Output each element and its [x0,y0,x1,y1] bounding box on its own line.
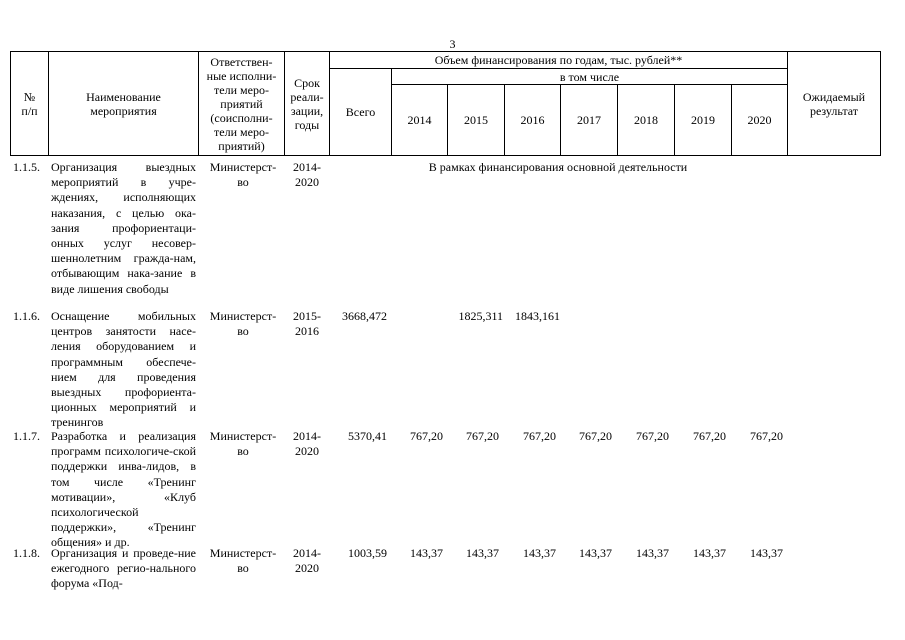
row-value-2020: 767,20 [750,429,783,443]
row-name: Организация выездных мероприятий в учре-ждениях, исполняющих наказания, с целью ока-зания профориентаци-онных услуг несовер-шеннолетним гражда-нам, отбывающим нака-зание в виде лишения свободы [51,160,196,296]
row-value-2019: 767,20 [693,429,726,443]
row-responsible: Министерст- во [209,429,277,459]
row-number: 1.1.5. [13,160,40,174]
header-year-2015: 2015 [464,113,488,127]
row-term: 2014- 2020 [293,546,321,576]
header-num: № п/п [21,89,38,118]
row-value-2015: 143,37 [466,546,499,560]
row-responsible: Министерст- во [209,160,277,190]
row-term: 2014- 2020 [293,160,321,190]
row-total: 3668,472 [342,309,387,323]
header-year-2016: 2016 [520,113,545,127]
row-responsible: Министерст- во [209,546,277,576]
header-responsible: Ответствен- ные исполни- тели меро- приятий (соисполни- тели меро- приятий) [206,54,277,153]
header-year-2018: 2018 [634,113,658,127]
row-total: 1003,59 [348,546,387,560]
row-number: 1.1.7. [13,429,40,443]
header-year-2017: 2017 [577,113,601,127]
header-including: в том числе [559,69,620,84]
header-year-2019: 2019 [691,113,715,127]
row-value-2015: 1825,311 [458,309,503,323]
row-number: 1.1.6. [13,309,40,323]
header-year-2014: 2014 [407,113,432,127]
row-value-2018: 767,20 [636,429,669,443]
header-term: Срок реали- зации, годы [290,75,324,132]
row-value-2019: 143,37 [693,546,726,560]
row-responsible: Министерст- во [209,309,277,339]
row-value-2018: 143,37 [636,546,669,560]
header-right-border [880,51,881,156]
header-bottom-border [10,155,881,156]
row-funding-note: В рамках финансирования основной деятельности [428,160,688,174]
row-number: 1.1.8. [13,546,40,560]
page-number: 3 [449,37,456,51]
row-value-2020: 143,37 [750,546,783,560]
header-funding: Объем финансирования по годам, тыс. рублей** [434,53,683,67]
row-term: 2015- 2016 [293,309,321,339]
row-total: 5370,41 [348,429,387,443]
header-name: Наименование мероприятия [86,89,161,118]
row-value-2016: 1843,161 [515,309,560,323]
row-value-2015: 767,20 [466,429,499,443]
row-value-2014: 143,37 [410,546,443,560]
row-value-2017: 143,37 [579,546,612,560]
row-value-2014: 767,20 [410,429,443,443]
row-name: Организация и проведе-ние ежегодного регио-нального форума «Под- [51,546,196,591]
header-expected-result: Ожидаемый результат [802,89,866,118]
row-term: 2014- 2020 [293,429,321,459]
header-year-2020: 2020 [747,113,772,127]
row-name: Разработка и реализация программ психологиче-ской поддержки инва-лидов, в том числе «Тренинг мотивации», «Клуб психологической поддержки», «Тренинг общения» и др. [51,429,196,550]
row-value-2017: 767,20 [579,429,612,443]
row-value-2016: 143,37 [523,546,556,560]
header-total: Всего [345,105,376,119]
row-value-2016: 767,20 [523,429,556,443]
row-name: Оснащение мобильных центров занятости насе-ления оборудованием и программным обеспече-нием для проведения выездных профориента-ционных мероприятий и тренингов [51,309,196,430]
